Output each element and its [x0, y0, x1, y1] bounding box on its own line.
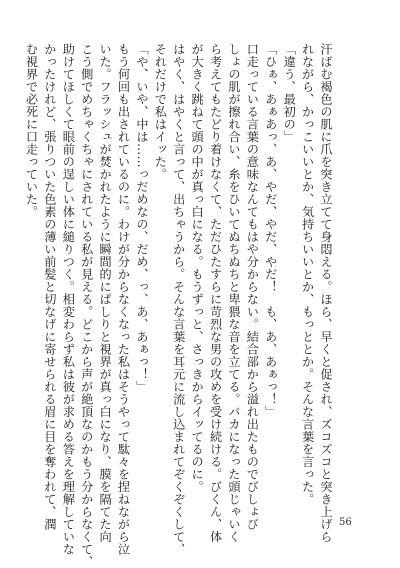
text-line: が大きく跳ねて頭の中が真っ白になる。もうずっと、さっきからイッてるのに。 — [190, 43, 205, 493]
text-line: 口走っている言葉の意味なんてもはや分からない。結合部から溢れ出たものでびしょび — [245, 43, 260, 531]
text-line: それだけで私はイッた。 — [153, 43, 168, 181]
text-line: いた。フラッシュが焚かれたように瞬間的にぱしりと視界が真っ白になり、膜を隔てた向 — [98, 43, 113, 543]
text-line: ら考えてもたどり着けなくて、ただひたすらに苛烈な男の攻めを受け続ける。びくん、体 — [208, 43, 223, 543]
page-number: 56 — [339, 517, 352, 528]
text-line: 「や、いや、中は……っだめなの、だめ、っ、あ、あぁっ！」 — [134, 43, 149, 393]
text-line: 助けてほしくて眼前の逞しい体に縋りつく。相変わらず私は彼が求める答えを理解していな — [61, 43, 76, 556]
text-line: れながら、かっこいいとか、気持ちいいとか、もっととか。そんな言葉を言った。 — [300, 43, 315, 506]
text-line: 「違う、最初の」 — [282, 43, 297, 143]
text-line: こう側でめちゃくちゃにされている私が見える。どこから声が絶頂なのかもう分からなくて、 — [79, 43, 94, 568]
text-line: しょの肌が擦れ合い、糸をひいてぬちぬちと卑猥な音を立てる。バカになった頭じゃいく — [226, 43, 241, 543]
text-line: 「ひぁ、あぁあっ、あ、やだ、やだ、やだ！ も、あ、あぁっ！」 — [263, 43, 278, 418]
text-line: かったけれど、張りついた色素の薄い前髪と切なげに寄せられる眉に目を奪われて、潤 — [42, 43, 57, 531]
text-line: 汗ばむ褐色の肌に爪を突き立てて身悶える。ほら、早くと促され、ズコズコと突き上げら — [319, 43, 333, 543]
text-line: む視界で必死に口走っていた。 — [24, 43, 39, 218]
text-line: はやく、はやくと言って、出ちゃうから。そんな言葉を耳元に流し込まれてぞくぞくして、 — [171, 43, 186, 556]
vertical-text-body — [24, 43, 335, 568]
text-line: もう何回も出されているのに。わけが分からなくなった私はそうやって駄々を捏ねながら泣 — [116, 43, 131, 556]
